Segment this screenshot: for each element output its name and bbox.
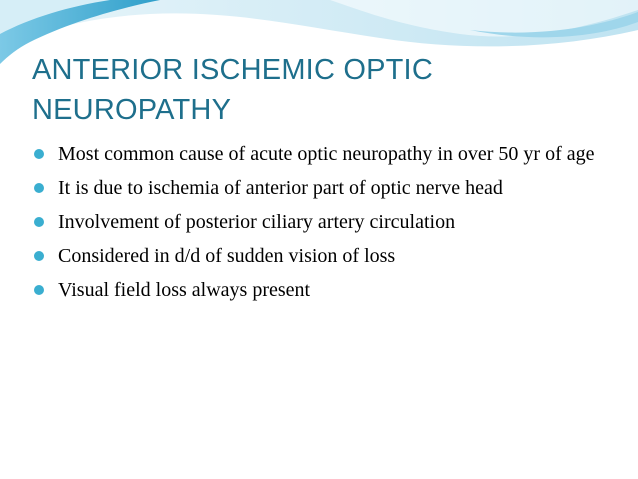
bullet-item bbox=[26, 244, 601, 268]
bullet-list bbox=[26, 142, 601, 312]
bullet-dot-icon bbox=[34, 183, 44, 193]
bullet-item bbox=[26, 142, 601, 166]
title-line-1: ANTERIOR ISCHEMIC OPTIC bbox=[32, 54, 433, 86]
bullet-text: Considered in d/d of sudden vision of loss bbox=[58, 245, 396, 267]
bullet-text: Involvement of posterior ciliary artery circulation bbox=[58, 211, 456, 233]
bullet-item bbox=[26, 210, 601, 234]
title-line-2: NEUROPATHY bbox=[32, 94, 232, 126]
bullet-dot-icon bbox=[34, 251, 44, 261]
bullet-text: It is due to ischemia of anterior part of optic nerve head bbox=[58, 177, 503, 199]
bullet-dot-icon bbox=[34, 285, 44, 295]
bullet-text: Visual field loss always present bbox=[58, 279, 311, 301]
bullet-item bbox=[26, 176, 601, 200]
bullet-dot-icon bbox=[34, 149, 44, 159]
slide-title bbox=[32, 50, 612, 130]
bullet-text: Most common cause of acute optic neuropathy in over 50 yr of age bbox=[58, 143, 595, 165]
bullet-dot-icon bbox=[34, 217, 44, 227]
bullet-item bbox=[26, 278, 601, 302]
